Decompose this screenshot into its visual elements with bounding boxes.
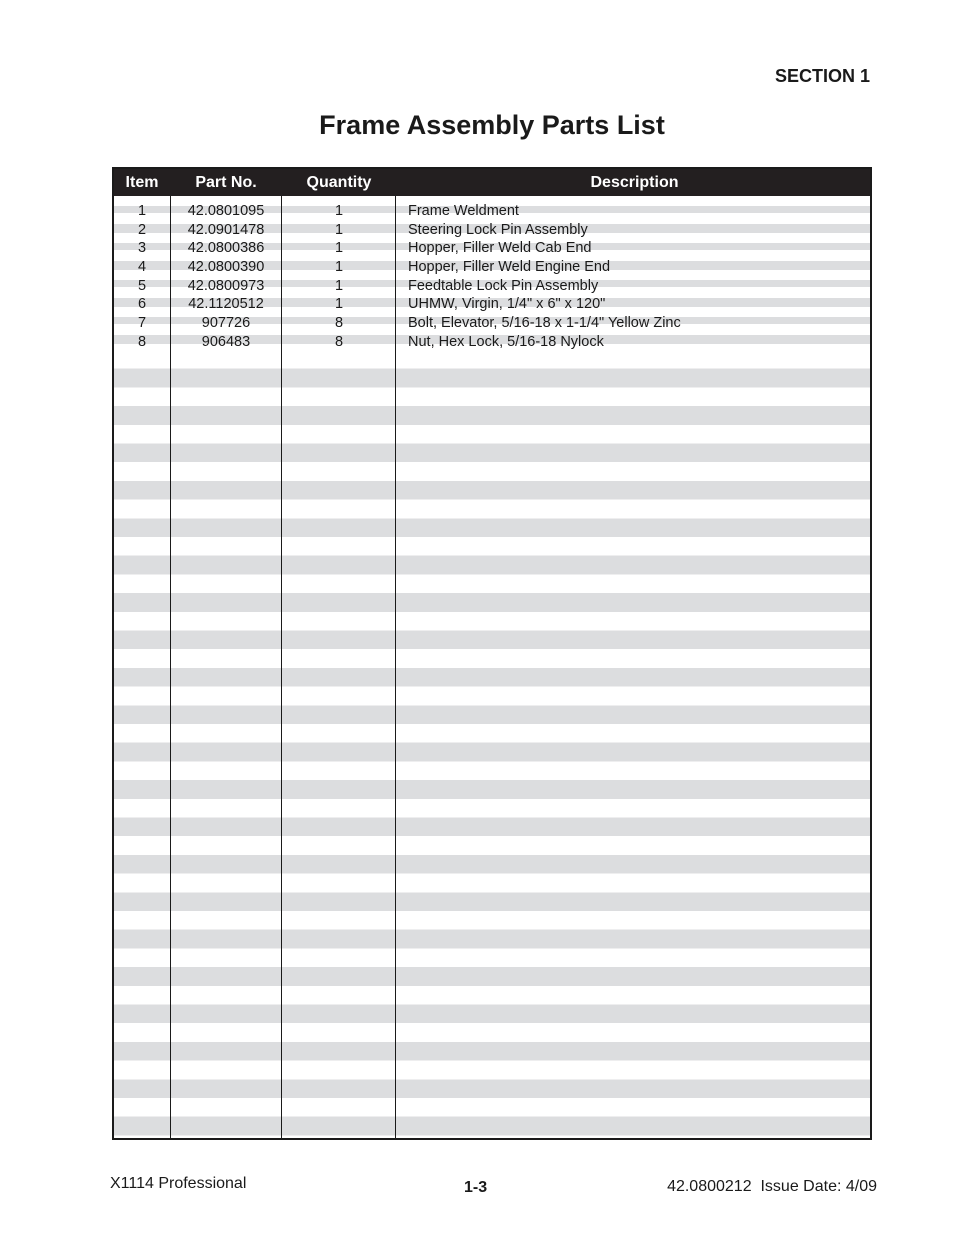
cell-item: 6	[137, 296, 147, 313]
cell-part-no: 42.0800386	[187, 240, 265, 257]
column-header-quantity: Quantity	[306, 174, 372, 191]
table-header	[114, 169, 870, 196]
cell-item: 1	[137, 203, 147, 219]
page-title: Frame Assembly Parts List	[319, 110, 665, 140]
cell-quantity: 1	[334, 259, 344, 276]
cell-part-no: 42.0801095	[187, 203, 265, 219]
cell-description: Hopper, Filler Weld Cab End	[408, 240, 592, 257]
cell-item: 5	[137, 277, 147, 294]
cell-description: Frame Weldment	[408, 203, 519, 219]
cell-description: Steering Lock Pin Assembly	[408, 221, 588, 238]
cell-quantity: 1	[334, 203, 344, 219]
table-row	[114, 239, 870, 258]
cell-item: 2	[137, 221, 147, 238]
cell-description: Bolt, Elevator, 5/16-18 x 1-1/4" Yellow Zinc	[408, 315, 681, 332]
cell-description: Feedtable Lock Pin Assembly	[408, 277, 599, 294]
cell-quantity: 1	[334, 221, 344, 238]
table-row	[114, 258, 870, 277]
cell-description: Nut, Hex Lock, 5/16-18 Nylock	[408, 333, 604, 350]
table-body	[114, 202, 870, 352]
cell-quantity: 8	[334, 333, 344, 350]
cell-part-no: 906483	[201, 333, 251, 350]
cell-quantity: 1	[334, 240, 344, 257]
cell-part-no: 907726	[201, 315, 251, 332]
table-row	[114, 221, 870, 240]
cell-item: 3	[137, 240, 147, 257]
column-header-item: Item	[125, 174, 159, 191]
cell-part-no: 42.0800390	[187, 259, 265, 276]
footer-model: X1114 Professional	[110, 1175, 247, 1192]
section-label: SECTION 1	[774, 66, 870, 86]
cell-item: 7	[137, 315, 147, 332]
column-header-part-no: Part No.	[195, 174, 257, 191]
cell-quantity: 1	[334, 296, 344, 313]
footer-page-number: 1-3	[464, 1179, 488, 1196]
cell-description: UHMW, Virgin, 1/4" x 6" x 120"	[408, 296, 606, 313]
table-row	[114, 202, 870, 221]
cell-item: 4	[137, 259, 147, 276]
cell-description: Hopper, Filler Weld Engine End	[408, 259, 611, 276]
parts-table	[112, 167, 872, 1140]
cell-item: 8	[137, 333, 147, 350]
table-stripes-lower	[114, 350, 870, 1138]
table-row	[114, 277, 870, 296]
cell-part-no: 42.1120512	[188, 296, 264, 313]
table-row	[114, 333, 870, 352]
table-row	[114, 295, 870, 314]
footer-doc-reference: 42.0800212 Issue Date: 4/09	[667, 1178, 877, 1195]
cell-quantity: 8	[334, 315, 344, 332]
cell-part-no: 42.0800973	[187, 277, 265, 294]
table-row	[114, 314, 870, 333]
cell-part-no: 42.0901478	[187, 221, 265, 238]
cell-quantity: 1	[334, 277, 344, 294]
column-header-description: Description	[590, 174, 679, 191]
